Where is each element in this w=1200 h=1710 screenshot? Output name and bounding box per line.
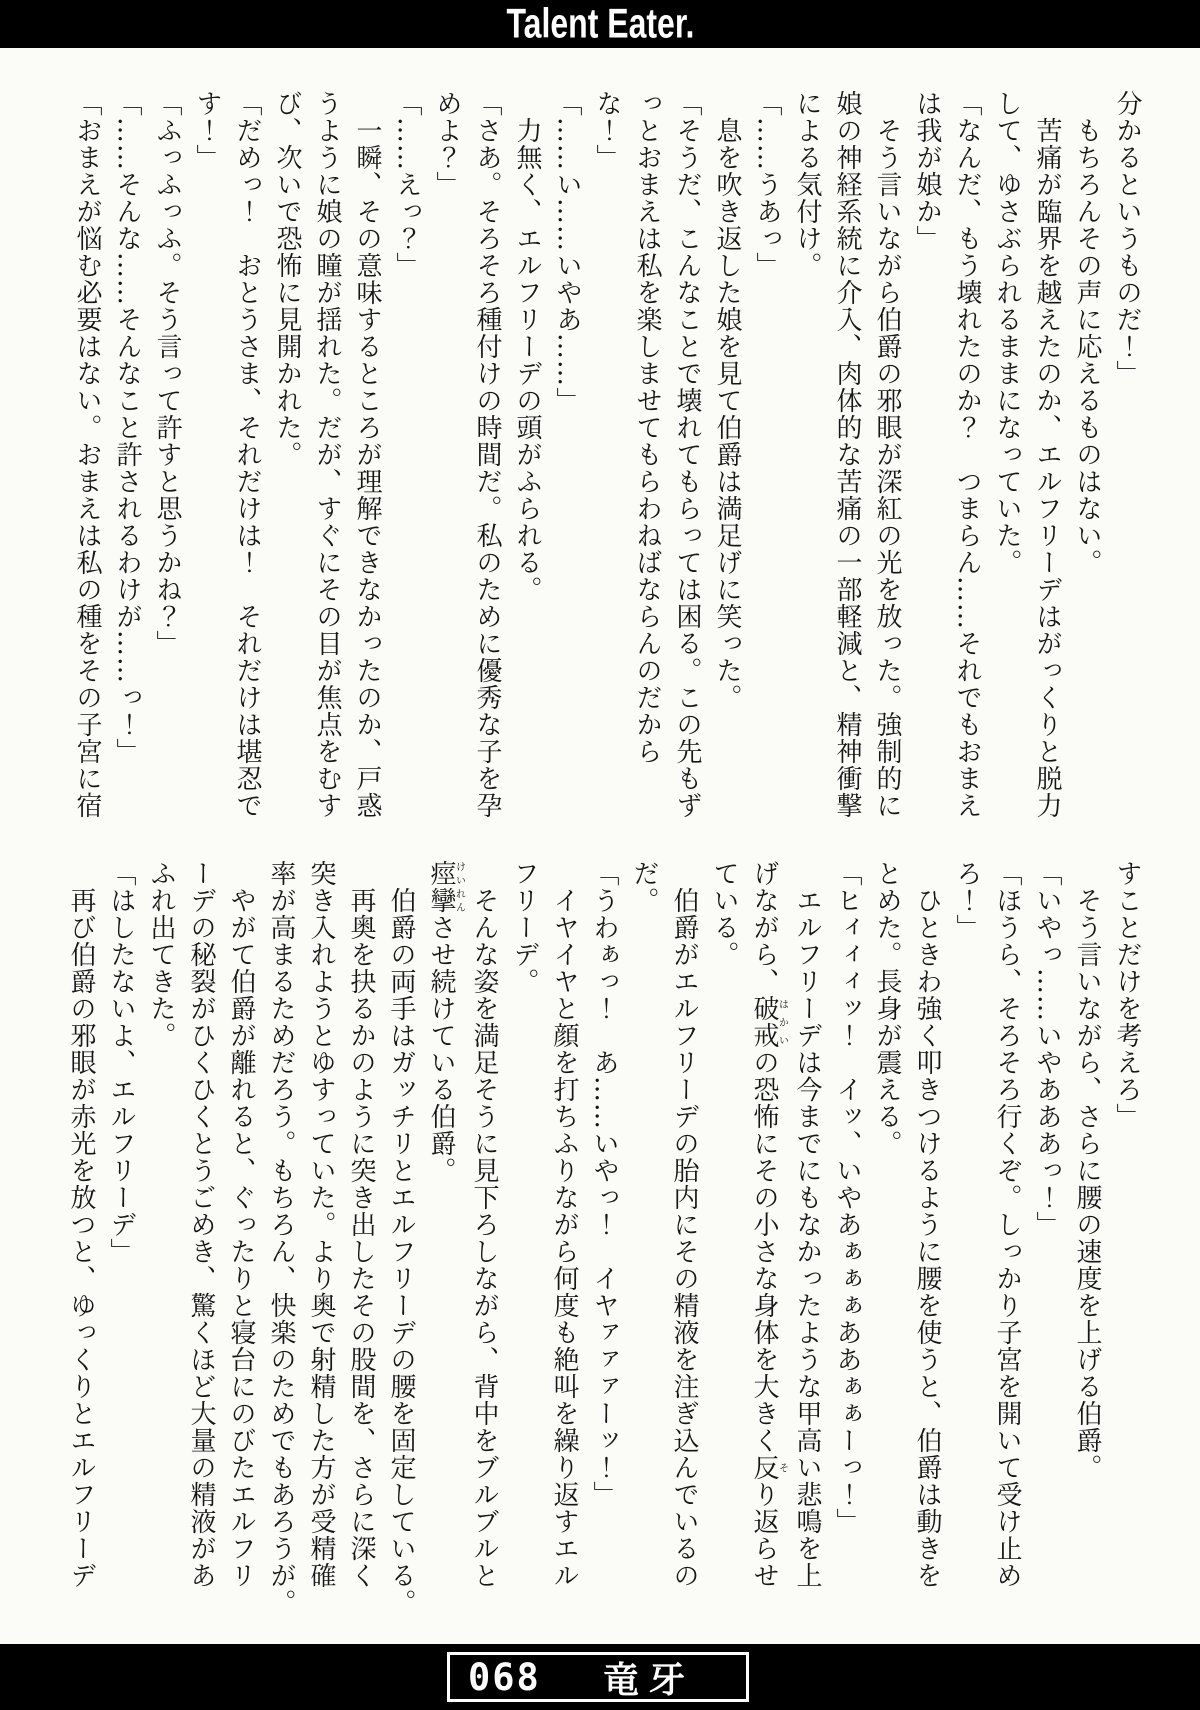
text-block-top <box>67 90 1147 848</box>
text-column: イヤイヤと顔を打ちふりながら何度も絶叫を繰り返すエル <box>549 860 579 1589</box>
text-column: 率が高まるためだろう。もちろん、快楽のためでもあろうが。 <box>266 860 296 1616</box>
text-column: うように娘の瞳が揺れた。だが、すぐにその目が焦点をむす <box>312 90 342 819</box>
text-column: は我が娘か」 <box>912 90 942 252</box>
text-column: して、ゆさぶられるままになっていた。 <box>992 90 1022 576</box>
text-column: ひときわ強く叩きつけるように腰を使うと、伯爵は動きを <box>912 860 942 1589</box>
text-column: 「ヒィィィッ！ イッ、いやあぁぁぁああぁぁーっ！」 <box>832 860 862 1535</box>
text-column: 「……えっ？」 <box>392 90 422 279</box>
text-column: すことだけを考えろ」 <box>1112 860 1142 1130</box>
text-column: っとおまえは私を楽しませてもらわねばならんのだから <box>632 90 662 765</box>
text-column: な！」 <box>592 90 622 171</box>
text-column: 「おまえが悩む必要はない。おまえは私の種をその子宮に宿 <box>72 90 102 819</box>
text-column: ふれ出てきた。 <box>146 860 176 1049</box>
text-column: 「……うあっ」 <box>752 90 782 279</box>
text-column: そう言いながら伯爵の邪眼が深紅の光を放った。強制的に <box>872 90 902 819</box>
page-number-box <box>447 1652 749 1702</box>
text-column: 再び伯爵の邪眼が赤光を放つと、ゆっくりとエルフリーデ <box>66 860 96 1589</box>
text-column: 「そうだ、こんなことで壊れてもらっては困る。この先もず <box>672 90 702 819</box>
header-bar <box>0 0 1200 48</box>
text-column: 「……そんな……そんなこと許されるわけが……っ！」 <box>112 90 142 765</box>
text-column: フリーデ。 <box>509 860 539 995</box>
text-column: 「さあ。そろそろ種付けの時間だ。私のために優秀な子を孕 <box>472 90 502 819</box>
text-column: そう言いながら、さらに腰の速度を上げる伯爵。 <box>1072 860 1102 1481</box>
text-column: 「ふっふっふ。そう言って許すと思うかね？」 <box>152 90 182 657</box>
text-column: び、次いで恐怖に見開かれた。 <box>272 90 302 468</box>
chapter-title: 竜牙 <box>602 1659 695 1701</box>
text-column: 突き入れようとゆすっていた。より奥で射精した方が受精確 <box>306 860 336 1589</box>
text-column: 娘の神経系統に介入、肉体的な苦痛の一部軽減と、精神衝撃 <box>832 90 862 819</box>
text-column: もちろんその声に応えるものはない。 <box>1072 90 1102 576</box>
text-column: 一瞬、その意味するところが理解できなかったのか、戸惑 <box>352 90 382 819</box>
text-column: 「なんだ、もう壊れたのか？ つまらん……それでもおまえ <box>952 90 982 819</box>
text-column: げながら、破戒はかいの恐怖にその小さな身体を大きく反そり返らせ <box>749 860 788 1589</box>
text-column: 「いやっ……いやあああっ！」 <box>1032 860 1062 1238</box>
text-column: 苦痛が臨界を越えたのか、エルフリーデはがっくりと脱力 <box>1032 90 1062 819</box>
text-block-bottom <box>61 860 1147 1618</box>
text-column: 「うわぁっ！ あ……いやっ！ イヤァァァーッ！」 <box>589 860 619 1508</box>
text-column: 伯爵の両手はガッチリとエルフリーデの腰を固定している。 <box>386 860 416 1616</box>
text-column: とめた。長身が震える。 <box>872 860 902 1157</box>
text-column: 力無く、エルフリーデの頭がふられる。 <box>512 90 542 603</box>
footer-bar <box>0 1644 1200 1710</box>
text-column: 息を吹き返した娘を見て伯爵は満足げに笑った。 <box>712 90 742 711</box>
text-column: 「ほうら、そろそろ行くぞ。しっかり子宮を開いて受け止め <box>992 860 1022 1589</box>
text-column: そんな姿を満足そうに見下ろしながら、背中をブルブルと <box>469 860 499 1589</box>
text-column: 「はしたないよ、エルフリーデ」 <box>106 860 136 1265</box>
text-column: ろ！」 <box>952 860 982 941</box>
text-column: エルフリーデは今までにもなかったような甲高い悲鳴を上 <box>792 860 822 1589</box>
text-column: やがて伯爵が離れると、ぐったりと寝台にのびたエルフリ <box>226 860 256 1589</box>
text-column: 「だめっ！ おとうさま、それだけは！ それだけは堪忍で <box>232 90 262 819</box>
text-column: ている。 <box>709 860 739 968</box>
text-column: す！」 <box>192 90 222 171</box>
doc-title: Talent Eater. <box>506 0 694 47</box>
text-column: 伯爵がエルフリーデの胎内にその精液を注ぎ込んでいるの <box>669 860 699 1589</box>
page-number: 068 <box>468 1655 541 1699</box>
text-column: による気付け。 <box>792 90 822 279</box>
text-column: 「……い……いやあ……」 <box>552 90 582 414</box>
text-column: 分かるというものだ！」 <box>1112 90 1142 387</box>
text-column: だ。 <box>629 860 659 914</box>
text-column: ーデの秘裂がひくひくとうごめき、驚くほど大量の精液があ <box>186 860 216 1589</box>
text-column: めよ？」 <box>432 90 462 198</box>
text-column: 再奥を抉るかのように突き出したその股間を、さらに深く <box>346 860 376 1589</box>
text-column: 痙攣けいれんさせ続けている伯爵。 <box>426 860 465 1184</box>
